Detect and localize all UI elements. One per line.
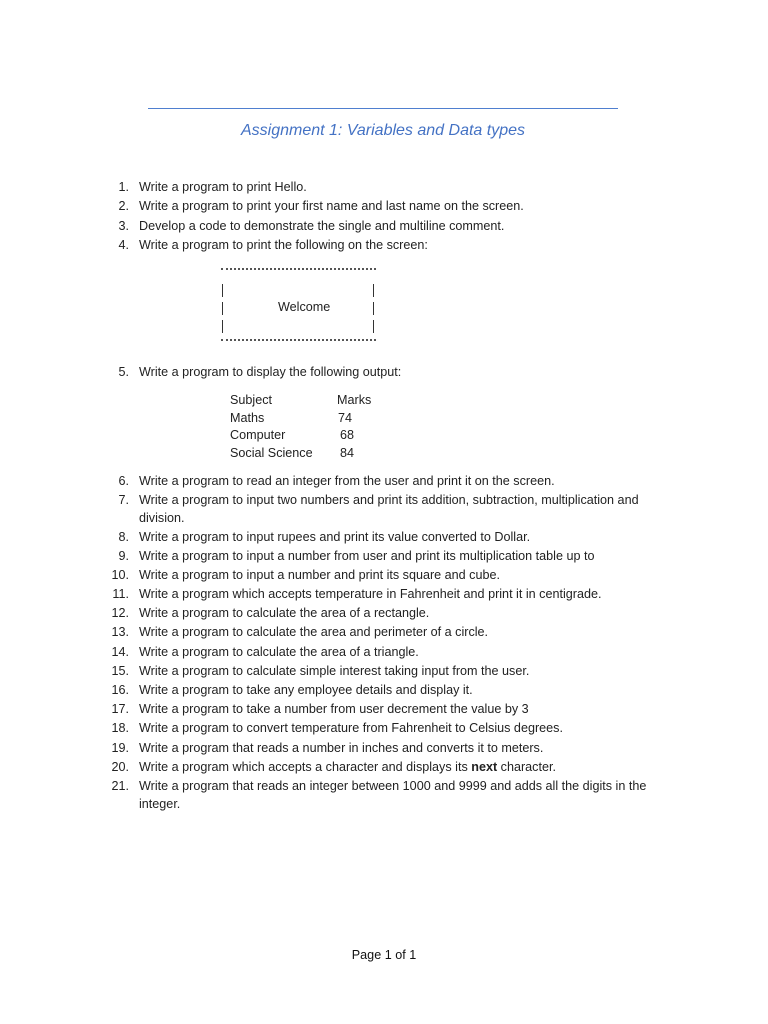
item-text: Write a program to read an integer from the user and print it on the screen. xyxy=(139,474,555,488)
item-number: 9. xyxy=(118,549,129,563)
item-text: Write a program to print your first name and last name on the screen. xyxy=(139,199,524,213)
item-text-part: character. xyxy=(497,760,556,774)
left-border xyxy=(222,302,223,315)
item-text: Write a program to calculate the area of a triangle. xyxy=(139,645,419,659)
page-title: Assignment 1: Variables and Data types xyxy=(240,122,525,139)
item-number: 10. xyxy=(111,568,129,582)
table-cell-subject: Computer xyxy=(230,428,286,442)
table-cell-marks: 74 xyxy=(338,411,353,425)
item-text: Write a program to take any employee details and display it. xyxy=(139,683,473,697)
item-text: Write a program to calculate simple interest taking input from the user. xyxy=(139,664,530,678)
item-text: Write a program to input two numbers and print its addition, subtraction, multiplication and division. xyxy=(139,493,639,525)
title-rule xyxy=(148,108,618,109)
item-number: 17. xyxy=(111,702,129,716)
item-number: 21. xyxy=(111,779,129,793)
item-text xyxy=(139,758,684,777)
item-number: 3. xyxy=(118,219,129,233)
item-number: 19. xyxy=(111,741,129,755)
item-text-part: Write a program which accepts a character and displays its xyxy=(139,760,472,774)
right-border xyxy=(373,284,374,297)
item-text: Write a program to input rupees and print its value converted to Dollar. xyxy=(139,530,531,544)
item-number: 18. xyxy=(111,721,129,735)
item-text: Write a program to calculate the area and perimeter of a circle. xyxy=(139,625,489,639)
right-border xyxy=(373,320,374,333)
item-number: 13. xyxy=(111,625,129,639)
item-text: Write a program to calculate the area of a rectangle. xyxy=(139,606,430,620)
item-number: 6. xyxy=(118,474,129,488)
item-number: 14. xyxy=(111,645,129,659)
item-number: 2. xyxy=(118,199,129,213)
item-text: Write a program to input a number from user and print its multiplication table up to xyxy=(139,549,595,563)
table-header-marks: Marks xyxy=(337,393,372,407)
page-footer: Page 1 of 1 xyxy=(351,948,417,962)
left-border xyxy=(222,320,223,333)
table-cell-subject: Maths xyxy=(230,411,265,425)
item-text: Write a program which accepts temperature in Fahrenheit and print it in centigrade. xyxy=(139,587,602,601)
item-text: Write a program to convert temperature from Fahrenheit to Celsius degrees. xyxy=(139,721,563,735)
table-cell-marks: 68 xyxy=(340,428,355,442)
item-text: Write a program that reads a number in inches and converts it to meters. xyxy=(139,741,544,755)
item-number: 5. xyxy=(118,365,129,379)
item-text: Write a program to print Hello. xyxy=(139,180,307,194)
table-cell-marks: 84 xyxy=(340,446,355,460)
item-text-bold: next xyxy=(471,760,498,774)
item-text: Write a program to take a number from user decrement the value by 3 xyxy=(139,702,529,716)
bottom-border xyxy=(221,339,376,341)
item-number: 16. xyxy=(111,683,129,697)
table-cell-subject: Social Science xyxy=(230,446,313,460)
item-number: 12. xyxy=(111,606,129,620)
right-border xyxy=(373,302,374,315)
item-number: 1. xyxy=(118,180,129,194)
table-header-subject: Subject xyxy=(230,393,273,407)
item-text: Write a program to input a number and print its square and cube. xyxy=(139,568,500,582)
item-number: 20. xyxy=(111,760,129,774)
item-text: Write a program to display the following output: xyxy=(139,365,402,379)
item-text: Develop a code to demonstrate the single and multiline comment. xyxy=(139,219,505,233)
item-number: 15. xyxy=(111,664,129,678)
item-text: Write a program to print the following on the screen: xyxy=(139,238,428,252)
item-text: Write a program that reads an integer between 1000 and 9999 and adds all the digits in the integer. xyxy=(139,779,647,811)
welcome-text: Welcome xyxy=(278,300,331,314)
item-number: 7. xyxy=(118,493,129,507)
item-number: 8. xyxy=(118,530,129,544)
item-number: 11. xyxy=(112,587,129,601)
left-border xyxy=(222,284,223,297)
item-number: 4. xyxy=(118,238,129,252)
top-border xyxy=(221,268,376,270)
